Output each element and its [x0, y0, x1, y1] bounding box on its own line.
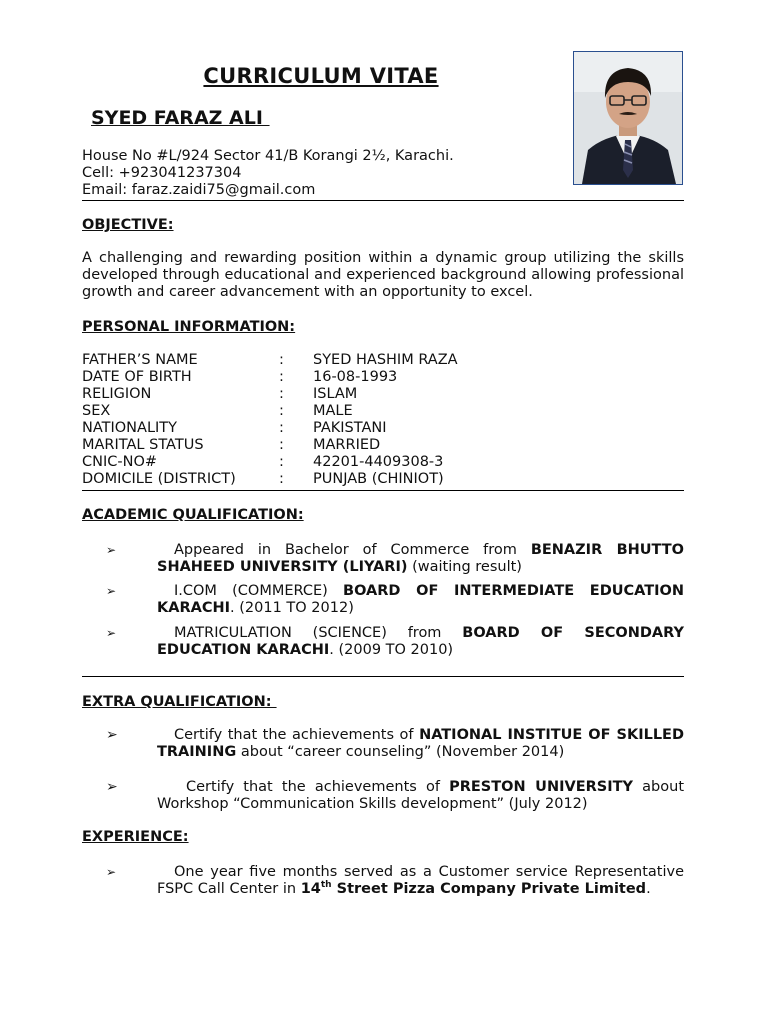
objective-text: A challenging and rewarding position within a dynamic group utilizing the skills developed through educational and experienced background allowing professional growth and career advancement with an opportunity to excel.	[82, 250, 684, 300]
field-label: SEX	[82, 403, 111, 419]
field-separator: :	[279, 420, 284, 436]
field-value: 16-08-1993	[313, 369, 398, 385]
field-label: DOMICILE (DISTRICT)	[82, 471, 236, 487]
field-label: NATIONALITY	[82, 420, 178, 436]
contact-block	[82, 148, 454, 199]
arrow-bullet-icon: ➢	[106, 779, 118, 795]
experience-heading: EXPERIENCE:	[82, 829, 189, 845]
field-value: 42201-4409308-3	[313, 454, 444, 470]
field-label: RELIGION	[82, 386, 152, 402]
extra-item: Certify that the achievements of PRESTON UNIVERSITY about Workshop “Communication Skills development” (July 2012)	[157, 779, 685, 812]
field-separator: :	[279, 369, 284, 385]
academic-item: Appeared in Bachelor of Commerce from BENAZIR BHUTTO SHAHEED UNIVERSITY (LIYARI) (waiting result)	[157, 542, 684, 575]
field-separator: :	[279, 454, 284, 470]
personal-info-heading: PERSONAL INFORMATION:	[82, 319, 296, 335]
field-label: CNIC-NO#	[82, 454, 158, 470]
personal-info-row	[82, 420, 582, 437]
arrow-bullet-icon: ➢	[106, 584, 117, 598]
field-value: PAKISTANI	[313, 420, 387, 436]
academic-item: I.COM (COMMERCE) BOARD OF INTERMEDIATE EDUCATION KARACHI. (2011 TO 2012)	[157, 583, 685, 616]
arrow-bullet-icon: ➢	[106, 626, 117, 640]
divider	[82, 490, 684, 491]
personal-info-row	[82, 386, 582, 403]
profile-photo	[573, 51, 683, 185]
field-label: FATHER’S NAME	[82, 352, 198, 368]
arrow-bullet-icon: ➢	[106, 865, 117, 879]
divider	[82, 676, 684, 677]
personal-info-row	[82, 437, 582, 454]
field-separator: :	[279, 386, 284, 402]
field-separator: :	[279, 471, 284, 487]
field-value: MALE	[313, 403, 353, 419]
cell-text: Cell: +923041237304	[82, 165, 242, 181]
document-title: CURRICULUM VITAE	[203, 64, 439, 88]
personal-info-row	[82, 454, 582, 471]
personal-info-row	[82, 369, 582, 386]
candidate-name: SYED FARAZ ALI	[91, 107, 270, 129]
objective-heading: OBJECTIVE:	[82, 217, 174, 233]
extra-item: Certify that the achievements of NATIONAL INSTITUE OF SKILLED TRAINING about “career counseling” (November 2014)	[157, 727, 685, 760]
arrow-bullet-icon: ➢	[106, 543, 117, 557]
personal-info-row	[82, 352, 582, 369]
email-text: Email: faraz.zaidi75@gmail.com	[82, 182, 316, 198]
academic-item: MATRICULATION (SCIENCE) from BOARD OF SECONDARY EDUCATION KARACHI. (2009 TO 2010)	[157, 625, 684, 658]
field-separator: :	[279, 352, 284, 368]
extra-qualification-heading: EXTRA QUALIFICATION:	[82, 694, 277, 710]
field-value: ISLAM	[313, 386, 358, 402]
field-separator: :	[279, 437, 284, 453]
field-value: MARRIED	[313, 437, 381, 453]
address-text: House No #L/924 Sector 41/B Korangi 2½, Karachi.	[82, 148, 454, 164]
field-label: MARITAL STATUS	[82, 437, 204, 453]
personal-info-row	[82, 471, 582, 488]
field-value: SYED HASHIM RAZA	[313, 352, 458, 368]
field-label: DATE OF BIRTH	[82, 369, 192, 385]
field-separator: :	[279, 403, 284, 419]
field-value: PUNJAB (CHINIOT)	[313, 471, 444, 487]
arrow-bullet-icon: ➢	[106, 727, 118, 743]
experience-item: One year five months served as a Customer service Representative FSPC Call Center in 14th Street Pizza Company Private Limited.	[157, 864, 684, 897]
academic-heading: ACADEMIC QUALIFICATION:	[82, 507, 304, 523]
divider	[82, 200, 684, 201]
personal-info-row	[82, 403, 582, 420]
